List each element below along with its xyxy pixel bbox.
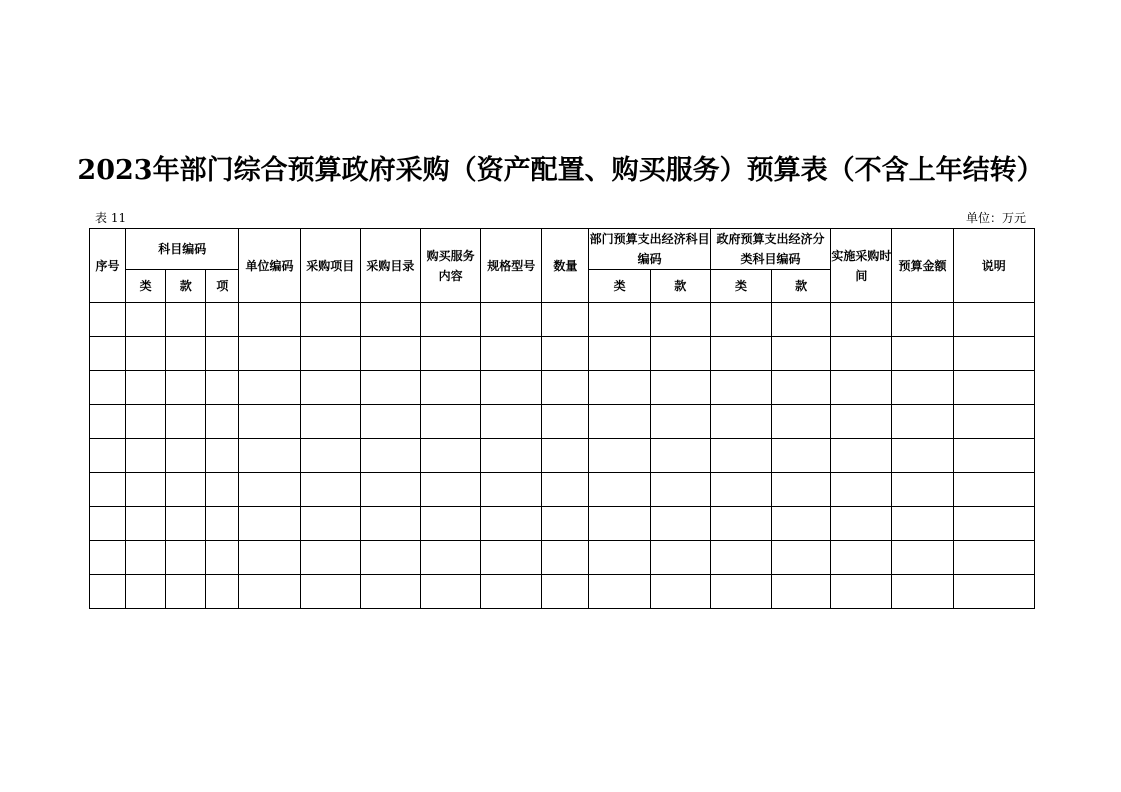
table-row <box>90 507 1035 541</box>
table-cell[interactable] <box>300 541 360 575</box>
table-row <box>90 439 1035 473</box>
table-cell[interactable] <box>772 371 831 405</box>
table-cell[interactable] <box>90 405 126 439</box>
table-cell[interactable] <box>892 541 953 575</box>
table-cell[interactable] <box>420 337 480 371</box>
table-row <box>90 303 1035 337</box>
table-cell[interactable] <box>300 473 360 507</box>
table-cell[interactable] <box>772 473 831 507</box>
table-cell[interactable] <box>710 371 771 405</box>
table-row <box>90 473 1035 507</box>
table-cell[interactable] <box>589 405 650 439</box>
table-cell[interactable] <box>166 371 206 405</box>
header-gov-class: 类 <box>710 270 771 303</box>
table-cell[interactable] <box>953 439 1034 473</box>
table-cell[interactable] <box>542 405 589 439</box>
table-cell[interactable] <box>481 507 542 541</box>
table-cell[interactable] <box>953 507 1034 541</box>
table-cell[interactable] <box>589 303 650 337</box>
table-cell[interactable] <box>481 337 542 371</box>
table-cell[interactable] <box>300 337 360 371</box>
table-cell[interactable] <box>90 473 126 507</box>
table-cell[interactable] <box>206 575 239 609</box>
header-note: 说明 <box>953 229 1034 303</box>
table-cell[interactable] <box>831 303 892 337</box>
table-cell[interactable] <box>420 473 480 507</box>
table-cell[interactable] <box>126 473 166 507</box>
table-row <box>90 575 1035 609</box>
table-cell[interactable] <box>542 439 589 473</box>
header-subject-code: 科目编码 <box>126 229 239 270</box>
header-dept-item: 款 <box>650 270 710 303</box>
table-cell[interactable] <box>650 507 710 541</box>
table-cell[interactable] <box>542 371 589 405</box>
table-cell[interactable] <box>300 507 360 541</box>
table-cell[interactable] <box>710 405 771 439</box>
header-subject-class: 类 <box>126 270 166 303</box>
header-impl-time: 实施采购时间 <box>831 229 892 303</box>
table-cell[interactable] <box>953 473 1034 507</box>
table-cell[interactable] <box>206 303 239 337</box>
table-cell[interactable] <box>650 337 710 371</box>
header-quantity: 数量 <box>542 229 589 303</box>
table-cell[interactable] <box>166 405 206 439</box>
table-cell[interactable] <box>650 541 710 575</box>
table-cell[interactable] <box>420 541 480 575</box>
unit-label: 单位：万元 <box>965 211 1026 225</box>
table-cell[interactable] <box>481 439 542 473</box>
table-cell[interactable] <box>360 507 420 541</box>
table-cell[interactable] <box>126 507 166 541</box>
table-cell[interactable] <box>892 575 953 609</box>
table-cell[interactable] <box>542 303 589 337</box>
table-cell[interactable] <box>589 541 650 575</box>
table-cell[interactable] <box>166 541 206 575</box>
table-cell[interactable] <box>892 439 953 473</box>
table-cell[interactable] <box>710 439 771 473</box>
table-cell[interactable] <box>90 303 126 337</box>
table-cell[interactable] <box>710 303 771 337</box>
header-subject-item: 款 <box>166 270 206 303</box>
table-cell[interactable] <box>206 541 239 575</box>
table-cell[interactable] <box>239 337 300 371</box>
table-cell[interactable] <box>710 473 771 507</box>
table-cell[interactable] <box>831 473 892 507</box>
table-cell[interactable] <box>831 371 892 405</box>
table-cell[interactable] <box>831 541 892 575</box>
table-cell[interactable] <box>166 439 206 473</box>
table-cell[interactable] <box>90 371 126 405</box>
header-purchase-item: 采购项目 <box>300 229 360 303</box>
table-cell[interactable] <box>206 405 239 439</box>
header-dept-econ-code: 部门预算支出经济科目编码 <box>589 229 710 270</box>
table-cell[interactable] <box>360 371 420 405</box>
table-cell[interactable] <box>542 507 589 541</box>
table-cell[interactable] <box>953 303 1034 337</box>
table-cell[interactable] <box>360 337 420 371</box>
table-cell[interactable] <box>420 303 480 337</box>
table-cell[interactable] <box>953 337 1034 371</box>
table-cell[interactable] <box>420 507 480 541</box>
table-cell[interactable] <box>892 303 953 337</box>
table-cell[interactable] <box>166 303 206 337</box>
table-cell[interactable] <box>772 337 831 371</box>
table-cell[interactable] <box>206 507 239 541</box>
table-cell[interactable] <box>126 303 166 337</box>
table-cell[interactable] <box>206 439 239 473</box>
page-title: 2023年部门综合预算政府采购（资产配置、购买服务）预算表（不含上年结转） <box>77 155 1044 186</box>
table-cell[interactable] <box>126 405 166 439</box>
table-cell[interactable] <box>126 439 166 473</box>
table-cell[interactable] <box>126 541 166 575</box>
table-cell[interactable] <box>126 337 166 371</box>
table-cell[interactable] <box>710 541 771 575</box>
table-cell[interactable] <box>90 575 126 609</box>
table-cell[interactable] <box>710 337 771 371</box>
table-cell[interactable] <box>239 371 300 405</box>
header-gov-item: 款 <box>772 270 831 303</box>
table-cell[interactable] <box>90 439 126 473</box>
table-cell[interactable] <box>166 507 206 541</box>
table-cell[interactable] <box>420 575 480 609</box>
table-cell[interactable] <box>542 575 589 609</box>
table-cell[interactable] <box>481 473 542 507</box>
table-cell[interactable] <box>650 473 710 507</box>
header-unit-code: 单位编码 <box>239 229 300 303</box>
table-cell[interactable] <box>90 337 126 371</box>
table-row <box>90 541 1035 575</box>
table-row <box>90 371 1035 405</box>
table-cell[interactable] <box>360 541 420 575</box>
table-cell[interactable] <box>300 439 360 473</box>
table-cell[interactable] <box>239 303 300 337</box>
table-cell[interactable] <box>589 473 650 507</box>
table-cell[interactable] <box>360 473 420 507</box>
table-cell[interactable] <box>166 575 206 609</box>
header-subject-entry: 项 <box>206 270 239 303</box>
table-cell[interactable] <box>831 405 892 439</box>
table-cell[interactable] <box>831 337 892 371</box>
table-cell[interactable] <box>772 507 831 541</box>
table-cell[interactable] <box>360 439 420 473</box>
table-cell[interactable] <box>892 507 953 541</box>
table-cell[interactable] <box>831 575 892 609</box>
table-row <box>90 337 1035 371</box>
table-cell[interactable] <box>481 575 542 609</box>
table-cell[interactable] <box>892 371 953 405</box>
table-cell[interactable] <box>589 575 650 609</box>
table-cell[interactable] <box>360 303 420 337</box>
table-cell[interactable] <box>589 337 650 371</box>
table-body <box>90 303 1035 609</box>
table-cell[interactable] <box>206 371 239 405</box>
table-cell[interactable] <box>772 439 831 473</box>
table-cell[interactable] <box>953 575 1034 609</box>
header-seq: 序号 <box>90 229 126 303</box>
table-cell[interactable] <box>420 371 480 405</box>
table-cell[interactable] <box>481 303 542 337</box>
table-row <box>90 405 1035 439</box>
table-cell[interactable] <box>650 439 710 473</box>
table-cell[interactable] <box>300 575 360 609</box>
table-cell[interactable] <box>589 439 650 473</box>
table-cell[interactable] <box>300 303 360 337</box>
table-cell[interactable] <box>772 541 831 575</box>
table-cell[interactable] <box>206 473 239 507</box>
table-cell[interactable] <box>542 473 589 507</box>
table-cell[interactable] <box>239 439 300 473</box>
table-cell[interactable] <box>953 541 1034 575</box>
table-cell[interactable] <box>420 439 480 473</box>
table-cell[interactable] <box>542 337 589 371</box>
table-cell[interactable] <box>953 405 1034 439</box>
table-number: 表 11 <box>95 211 127 225</box>
table-cell[interactable] <box>206 337 239 371</box>
table-cell[interactable] <box>420 405 480 439</box>
header-service-content: 购买服务内容 <box>420 229 480 303</box>
table-cell[interactable] <box>772 303 831 337</box>
table-cell[interactable] <box>126 575 166 609</box>
table-cell[interactable] <box>831 507 892 541</box>
table-cell[interactable] <box>892 473 953 507</box>
table-cell[interactable] <box>239 473 300 507</box>
budget-table <box>89 228 1035 609</box>
table-cell[interactable] <box>650 371 710 405</box>
table-cell[interactable] <box>772 405 831 439</box>
table-cell[interactable] <box>360 405 420 439</box>
table-cell[interactable] <box>589 371 650 405</box>
table-cell[interactable] <box>481 541 542 575</box>
table-cell[interactable] <box>650 405 710 439</box>
table-cell[interactable] <box>300 371 360 405</box>
table-cell[interactable] <box>542 541 589 575</box>
table-cell[interactable] <box>831 439 892 473</box>
table-cell[interactable] <box>589 507 650 541</box>
table-cell[interactable] <box>166 337 206 371</box>
table-cell[interactable] <box>710 507 771 541</box>
header-budget-amount: 预算金额 <box>892 229 953 303</box>
table-cell[interactable] <box>239 405 300 439</box>
table-cell[interactable] <box>772 575 831 609</box>
table-cell[interactable] <box>953 371 1034 405</box>
header-purchase-catalog: 采购目录 <box>360 229 420 303</box>
header-spec-model: 规格型号 <box>481 229 542 303</box>
table-cell[interactable] <box>239 541 300 575</box>
table-cell[interactable] <box>90 507 126 541</box>
table-cell[interactable] <box>650 303 710 337</box>
table-cell[interactable] <box>360 575 420 609</box>
table-cell[interactable] <box>892 337 953 371</box>
table-cell[interactable] <box>481 371 542 405</box>
table-cell[interactable] <box>710 575 771 609</box>
table-cell[interactable] <box>239 507 300 541</box>
table-cell[interactable] <box>239 575 300 609</box>
header-dept-class: 类 <box>589 270 650 303</box>
table-cell[interactable] <box>126 371 166 405</box>
table-cell[interactable] <box>650 575 710 609</box>
table-cell[interactable] <box>481 405 542 439</box>
table-cell[interactable] <box>300 405 360 439</box>
table-cell[interactable] <box>90 541 126 575</box>
table-cell[interactable] <box>892 405 953 439</box>
table-cell[interactable] <box>166 473 206 507</box>
header-gov-econ-code: 政府预算支出经济分类科目编码 <box>710 229 830 270</box>
